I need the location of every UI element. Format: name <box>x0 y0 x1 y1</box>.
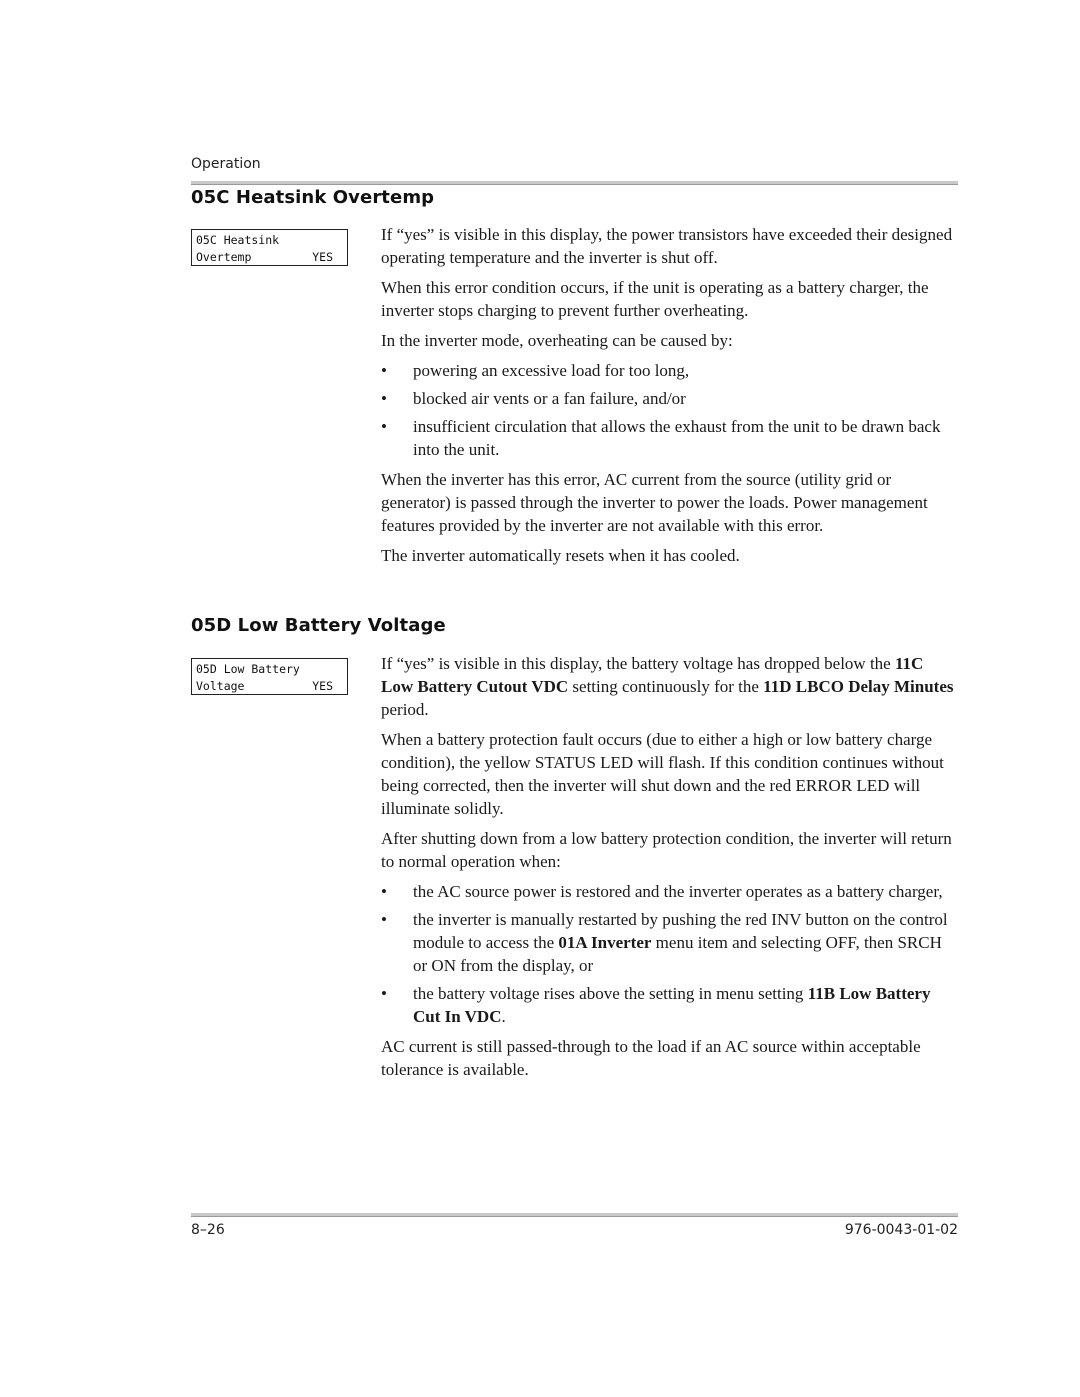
text-run: . <box>501 1007 506 1026</box>
paragraph: If “yes” is visible in this display, the power transistors have exceeded their designed operating temperature and the inverter is shut off. <box>381 225 953 267</box>
list-item: • blocked air vents or a fan failure, and/or <box>381 387 958 410</box>
paragraph <box>381 652 958 721</box>
lcd-line-1 <box>196 232 347 249</box>
section-title-05c: 05C Heatsink Overtemp <box>191 187 435 208</box>
header-rule <box>191 181 958 185</box>
lcd-line-2-label: Overtemp <box>196 250 252 264</box>
setting-name: 11C Low Battery Cutout VDC <box>381 654 924 696</box>
paragraph: When a battery protection fault occurs (due to either a high or low battery charge condition), the yellow STATUS LED will flash. If this condition continues without being corrected, then the inverter will shut down and the red ERROR LED will illuminate solidly. <box>381 730 944 818</box>
document-number: 976-0043-01-02 <box>844 1222 958 1238</box>
lcd-line-2-label: Voltage <box>196 679 245 693</box>
lcd-line-1 <box>196 661 347 678</box>
lcd-line-2-value: YES <box>312 679 333 693</box>
lcd-line-2-value: YES <box>312 250 333 264</box>
text-run: the battery voltage rises above the setting in menu setting <box>413 984 808 1003</box>
paragraph: AC current is still passed-through to the load if an AC source within acceptable tolerance is available. <box>381 1037 921 1079</box>
lcd-line-1-text: 05C Heatsink <box>196 233 280 247</box>
list-item <box>381 908 958 977</box>
text-run: If “yes” is visible in this display, the battery voltage has dropped below the <box>381 654 895 673</box>
text-run: the inverter is manually restarted by pushing the red INV button on the control module to access the <box>413 910 948 952</box>
setting-name: 11D LBCO Delay Minutes <box>763 677 954 696</box>
lcd-display-05c <box>191 229 348 266</box>
text-run: menu item and selecting OFF, then SRCH or ON from the display, or <box>413 933 942 975</box>
overheat-causes-list <box>381 359 958 461</box>
paragraph: In the inverter mode, overheating can be caused by: <box>381 331 733 350</box>
paragraph: When the inverter has this error, AC current from the source (utility grid or generator) is passed through the inverter to power the loads. Power management features provided by the inverter are not available with this error. <box>381 470 928 535</box>
paragraph: When this error condition occurs, if the unit is operating as a battery charger, the inverter stops charging to prevent further overheating. <box>381 278 929 320</box>
page-number: 8–26 <box>191 1222 225 1238</box>
paragraph: After shutting down from a low battery protection condition, the inverter will return to normal operation when: <box>381 829 952 871</box>
list-item: • the AC source power is restored and the inverter operates as a battery charger, <box>381 880 958 903</box>
list-item: • powering an excessive load for too long, <box>381 359 958 382</box>
list-item: • insufficient circulation that allows the exhaust from the unit to be drawn back into the unit. <box>381 415 958 461</box>
section-05d-body <box>381 652 958 1088</box>
paragraph: The inverter automatically resets when it has cooled. <box>381 546 740 565</box>
footer-rule <box>191 1213 958 1217</box>
section-05c-body <box>381 223 958 574</box>
menu-item-name: 01A Inverter <box>558 933 652 952</box>
lcd-line-2 <box>196 249 347 266</box>
section-title-05d: 05D Low Battery Voltage <box>191 615 446 636</box>
text-run: period. <box>381 700 429 719</box>
text-run: setting continuously for the <box>568 677 764 696</box>
setting-name: 11B Low Battery Cut In VDC <box>413 984 931 1026</box>
running-head: Operation <box>191 156 261 172</box>
recovery-conditions-list <box>381 880 958 1028</box>
lcd-line-2 <box>196 678 347 695</box>
lcd-line-1-text: 05D Low Battery <box>196 662 300 676</box>
lcd-display-05d <box>191 658 348 695</box>
list-item <box>381 982 958 1028</box>
